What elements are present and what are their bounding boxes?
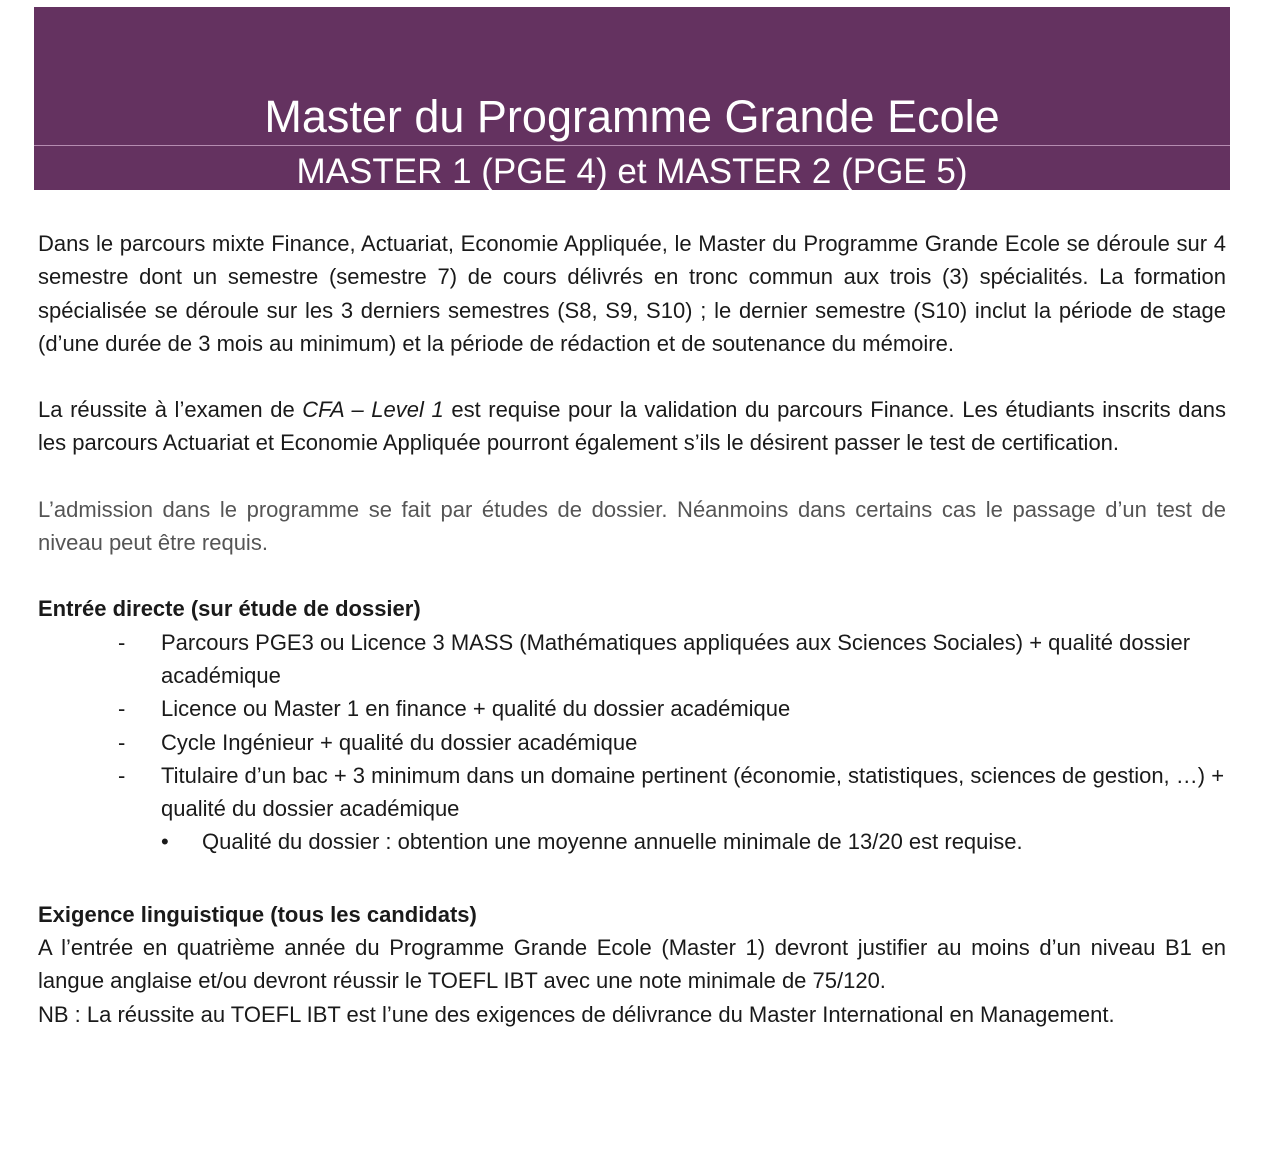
list-item: - Cycle Ingénieur + qualité du dossier académique [118, 729, 638, 755]
page-subtitle: MASTER 1 (PGE 4) et MASTER 2 (PGE 5) [296, 152, 968, 191]
langue-paragraph-2: NB : La réussite au TOEFL IBT est l’une des exigences de délivrance du Master International en Management. [38, 1001, 1115, 1027]
langue-heading: Exigence linguistique (tous les candidats) [38, 901, 477, 927]
entree-sub-list [38, 825, 1226, 858]
cfa-level-label: CFA – Level 1 [302, 397, 444, 423]
list-item: - Parcours PGE3 ou Licence 3 MASS (Mathématiques appliquées aux Sciences Sociales) + qualité dossier académique [118, 629, 1191, 688]
list-item: - Titulaire d’un bac + 3 minimum dans un domaine pertinent (économie, statistiques, sciences de gestion, …) + qualité du dossier académique [118, 762, 1225, 822]
list-item: - Licence ou Master 1 en finance + qualité du dossier académique [118, 696, 791, 722]
entree-heading: Entrée directe (sur étude de dossier) [38, 596, 421, 622]
p2-after: est requise pour la validation du parcours Finance. Les étudiants inscrits dans les parcours Actuariat et Economie Appliquée pourront également s’ils le désirent passer le test de certification. [38, 397, 1226, 456]
document-body [38, 227, 1226, 1031]
header-banner [34, 7, 1230, 190]
intro-paragraph-2 [38, 393, 1226, 460]
bullet-icon: • [161, 829, 169, 855]
entree-list [38, 626, 1226, 826]
page-title: Master du Programme Grande Ecole [264, 91, 1000, 142]
intro-paragraph-1: Dans le parcours mixte Finance, Actuariat, Economie Appliquée, le Master du Programme Grande Ecole se déroule sur 4 semestre dont un semestre (semestre 7) de cours délivrés en tronc commun aux trois (3) spécialités. La formation spécialisée se déroule sur les 3 derniers semestres (S8, S9, S10) ; le dernier semestre (S10) inclut la période de stage (d’une durée de 3 mois au minimum) et la période de rédaction et de soutenance du mémoire. [38, 231, 1226, 356]
admission-paragraph: L’admission dans le programme se fait par études de dossier. Néanmoins dans certains cas le passage d’un test de niveau peut être requis. [38, 496, 1226, 556]
langue-paragraph-1: A l’entrée en quatrième année du Programme Grande Ecole (Master 1) devront justifier au moins d’un niveau B1 en langue anglaise et/ou devront réussir le TOEFL IBT avec une note minimale de 75/120. [38, 935, 1226, 994]
header-divider [34, 145, 1230, 146]
sub-list-item: • Qualité du dossier : obtention une moyenne annuelle minimale de 13/20 est requise. [38, 825, 1226, 858]
p2-before: La réussite à l’examen de [38, 397, 303, 423]
